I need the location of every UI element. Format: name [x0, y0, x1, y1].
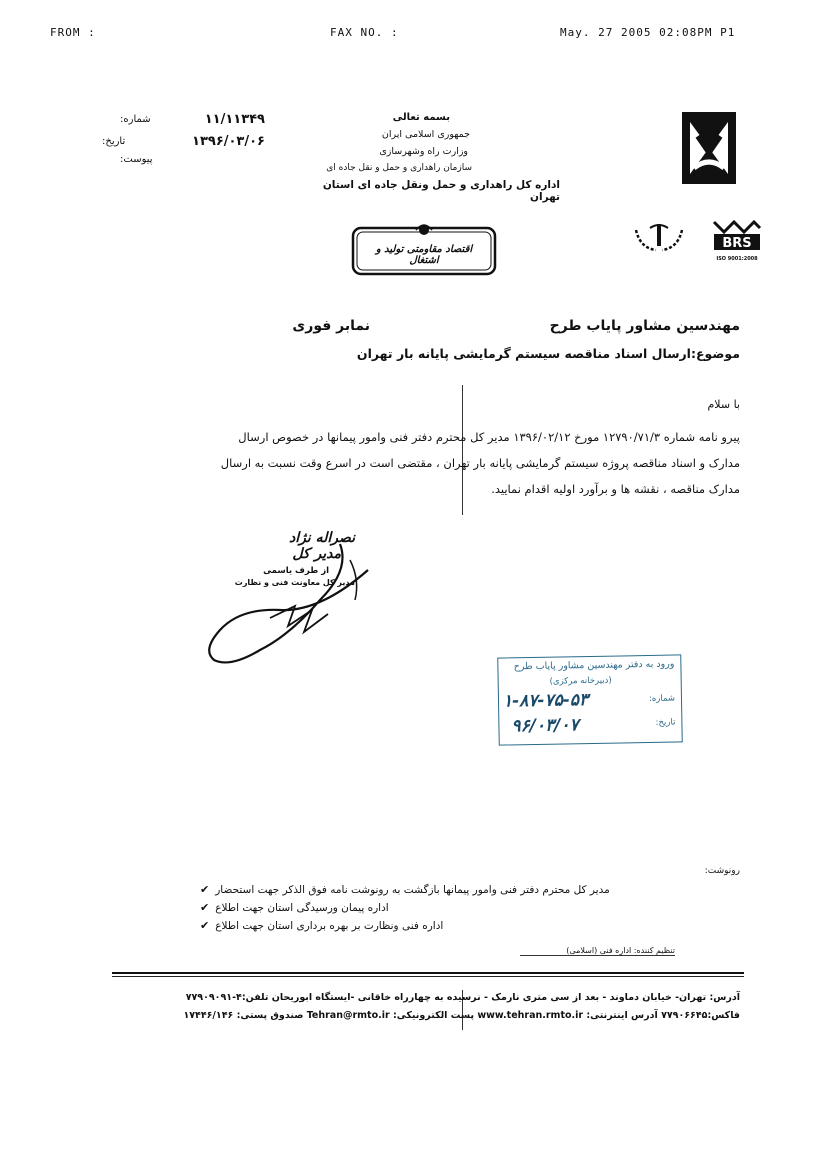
- subject-line: موضوع:ارسال اسناد مناقصه سیستم گرمایشی پایانه بار تهران: [356, 346, 740, 361]
- letter-date-label: تاریخ:: [102, 135, 126, 147]
- stamp-title: ورود به دفتر مهندسین مشاور پایاب طرح: [513, 658, 675, 673]
- signatory-name: نصراله نژاد: [288, 530, 355, 546]
- footer-address: آدرس: تهران- خیابان دماوند - بعد از سی متری نارمک - نرسیده به چهارراه خاقانی -ایستگاه ابوریحان تلفن:۴-۷۷۹۰۹۰۹۱: [185, 992, 740, 1003]
- letter-attachment-label: پیوست:: [120, 153, 153, 165]
- department-name: اداره کل راهداری و حمل ونقل جاده ای استان تهران: [322, 179, 560, 203]
- on-behalf-line: از طرف یاسمی: [263, 566, 329, 576]
- greeting: با سلام: [707, 398, 740, 411]
- stamp-date-value: ۹۶/۰۳/۰۷: [511, 715, 579, 737]
- iso-text: ISO 9001:2008: [716, 256, 758, 262]
- cc-list: [200, 883, 645, 937]
- road-organization-logo: [676, 108, 742, 188]
- letter-meta: [102, 108, 265, 166]
- svg-text:BRS: BRS: [722, 236, 752, 251]
- bismillah: بسمه تعالی: [392, 112, 450, 123]
- national-emblem: [630, 220, 688, 254]
- slogan-text: اقتصاد مقاومتی تولید و اشتغال: [375, 244, 473, 266]
- list-item: ✔ اداره فنی ونظارت بر بهره برداری استان جهت اطلاع: [200, 919, 444, 932]
- country-name: جمهوری اسلامی ایران: [381, 129, 470, 140]
- letter-number-label: شماره:: [120, 113, 151, 125]
- brs-certification-icon: [712, 218, 762, 252]
- deputy-line: مدیر کل معاونت فنی و نظارت: [234, 578, 355, 587]
- stamp-number-label: شماره:: [648, 693, 676, 704]
- urgency-label: نمابر فوری: [292, 318, 370, 334]
- signatory-title: مدیر کل: [292, 546, 341, 562]
- handwritten-signature-icon: [200, 540, 380, 680]
- fax-datetime: May. 27 2005 02:08PM P1: [560, 26, 736, 39]
- footer-rule: [112, 976, 744, 977]
- ministry-name: وزارت راه وشهرسازی: [379, 146, 468, 157]
- cc-label: رونوشت:: [704, 866, 740, 876]
- footer-rule: [112, 972, 744, 974]
- organization-logo-icon: [676, 108, 742, 188]
- stamp-number-value: ۱-۸۷-۷۵-۵۳: [502, 690, 589, 712]
- list-item: ✔ مدیر کل محترم دفتر فنی وامور پیمانها بازگشت به رونوشت نامه فوق الذکر جهت استحضار: [200, 883, 610, 896]
- brs-iso-logo: [712, 218, 762, 262]
- letterhead-text: [290, 112, 560, 203]
- body-line: مدارک و اسناد مناقصه پروژه سیستم گرمایشی پایانه بار تهران ، مقتضی است در اسرع وقت نسبت به ارسال: [220, 456, 740, 470]
- body-line: مدارک مناقصه ، نقشه ها و برآورد اولیه اقدام نمایید.: [491, 482, 740, 496]
- body-line: پیرو نامه شماره ۱۲۷۹۰/۷۱/۳ مورخ ۱۳۹۶/۰۲/۱۲ مدیر کل محترم دفتر فنی وامور پیمانها در خصوص ارسال: [238, 430, 740, 444]
- slogan-emblem: [350, 222, 498, 278]
- stamp-subtitle: (دبیرخانه مرکزی): [549, 675, 612, 687]
- receipt-stamp: [497, 654, 683, 745]
- checkmark-bullet-icon: ✔: [200, 919, 210, 932]
- letter-date-value: ۱۳۹۶/۰۳/۰۶: [192, 133, 265, 149]
- fax-number: FAX NO. :: [330, 26, 399, 39]
- checkmark-bullet-icon: ✔: [200, 883, 210, 896]
- footer-contact: فاکس:۷۷۹۰۶۶۴۵ آدرس اینترنتی: www.tehran.rmto.ir پست الکترونیکی: Tehran@rmto.ir صندوق پستی: ۱۷۴۴۶/۱۴۶: [183, 1010, 740, 1021]
- stamp-date-label: تاریخ:: [655, 717, 676, 728]
- prepared-by: تنظیم کننده: اداره فنی (اسلامی): [520, 946, 675, 956]
- checkmark-bullet-icon: ✔: [200, 901, 210, 914]
- letter-body: [140, 424, 740, 502]
- recipient: مهندسین مشاور پایاب طرح: [549, 318, 740, 334]
- letter-number-value: ۱۱/۱۱۳۴۹: [204, 111, 265, 127]
- organization-name: سازمان راهداری و حمل و نقل جاده ای: [326, 163, 472, 173]
- emblem-wreath-icon: [630, 220, 688, 254]
- list-item: ✔ اداره پیمان ورسیدگی استان جهت اطلاع: [200, 901, 389, 914]
- fax-from: FROM :: [50, 26, 96, 39]
